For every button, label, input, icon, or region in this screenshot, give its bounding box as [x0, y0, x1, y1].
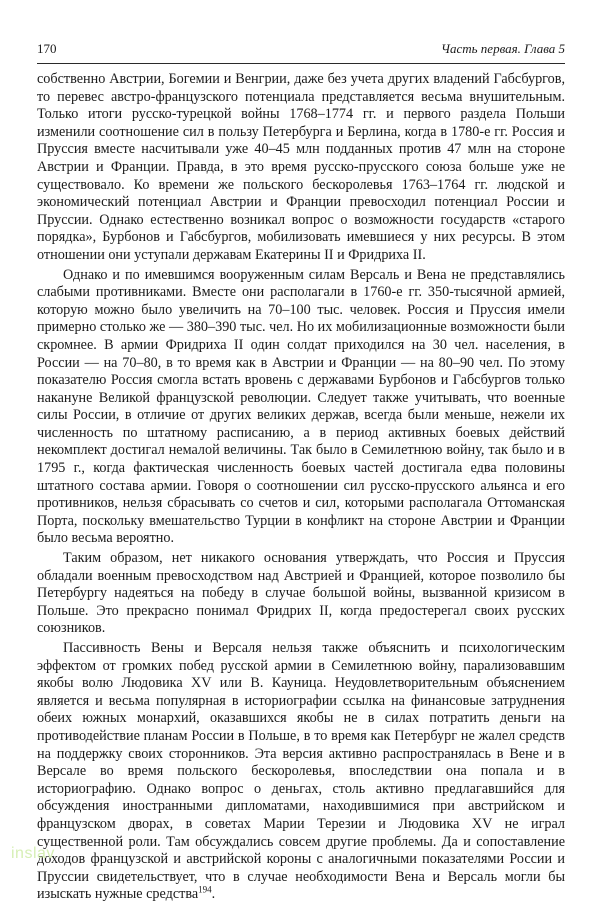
footnote-reference[interactable]: 194: [198, 884, 212, 895]
paragraph: Однако и по имевшимся вооруженным силам Версаль и Вена не представлялись слабыми противниками. Вместе они располагали в 1760-е гг. 350-тысячной армией, которую можно было увеличить на 70–100 тыс. человек. Россия и Пруссия имели примерно столько же — 380–390 тыс. чел. Но их мобилизационные возможности были скромнее. В армии Фридриха II один солдат приходился на 30 чел. населения, в России — на 70–80, в то время как в Австрии и Франции — на 80–90 чел. По этому показателю Россия смогла встать вровень с державами Бурбонов и Габсбургов только накануне Великой французской революции. Следует также учитывать, что военные силы России, в отличие от других великих держав, всегда были меньше, нежели их численность по штатному расписанию, а в период активных боевых действий некомплект достигал немалой величины. Так было в Семилетнюю войну, так было и в 1795 г., когда фактическая численность боевых частей достигала едва половины штатного состава армии. Говоря о соотношении сил русско-прусского альянса и его противников, нельзя сбрасывать со счетов и сил, которыми располагала Оттоманская Порта, поскольку вмешательство Турции в конфликт на стороне Австрии и Франции было весьма вероятно.: [37, 266, 565, 547]
watermark: inslav: [11, 845, 55, 862]
body-text: [37, 71, 565, 904]
paragraph-end-mark: .: [211, 886, 216, 903]
page-header: [37, 37, 565, 64]
paragraph: собственно Австрии, Богемии и Венгрии, даже без учета других владений Габсбургов, то перевес австро-французского потенциала представляется весьма внушительным. Только итоги русско-турецкой войны 1768–1774 гг. и первого раздела Польши изменили соотношение сил в пользу Петербурга и Берлина, когда в 1780-е гг. Россия и Пруссия вместе насчитывали уже 40–45 млн подданных против 47 млн на стороне Австрии и Франции. Правда, в это время русско-прусского союза больше уже не существовало. Ко времени же польского бескоролевья 1763–1764 гг. людской и экономический потенциал Австрии и Франции превосходил потенциал России и Пруссии. Однако естественно возникал вопрос о возможности государств «старого порядка», Бурбонов и Габсбургов, мобилизовать имевшиеся у них ресурсы. В этом отношении они уступали державам Екатерины II и Фридриха II.: [37, 71, 565, 263]
paragraph-text: Пассивность Вены и Версаля нельзя также объяснить и психологическим эффектом от громких побед русской армии в Семилетнюю войну, парализовавшим якобы волю Людовика XV или В. Кауница. Неудовлетворительным объяснением является и весьма популярная в историографии ссылка на финансовые затруднения обеих южных монархий, оказавшихся якобы не в силах потратить деньги на противодействие планам России в Польше, в то время как Петербург не жалел средств на поддержку своих сторонников. Эта версия активно распространялась в Вене и в Версале во время польского бескоролевья, впоследствии она попала и в историографию. Однако вопрос о деньгах, столь активно предлагавшийся для обсуждения иностранными дипломатами, находившимися при австрийском и французском дворах, в советах Марии Терезии и Людовика XV не играл существенной роли. Там обсуждались совсем другие проблемы. Да и сопоставление доходов французской и австрийской короны с аналогичными показателями России и Пруссии свидетельствует, что в случае необходимости Вена и Версаль могли бы изыскать нужные средства: [37, 640, 565, 903]
running-head: Часть первая. Глава 5: [441, 41, 565, 56]
paragraph: Таким образом, нет никакого основания утверждать, что Россия и Пруссия обладали военным превосходством над Австрией и Францией, которое позволило бы Петербургу надеяться на победу в случае большой войны, вызванной кризисом в Польше. Это прекрасно понимал Фридрих II, когда предостерегал своих русских союзников.: [37, 550, 565, 637]
paragraph: [37, 640, 565, 904]
page-number: 170: [37, 41, 57, 56]
